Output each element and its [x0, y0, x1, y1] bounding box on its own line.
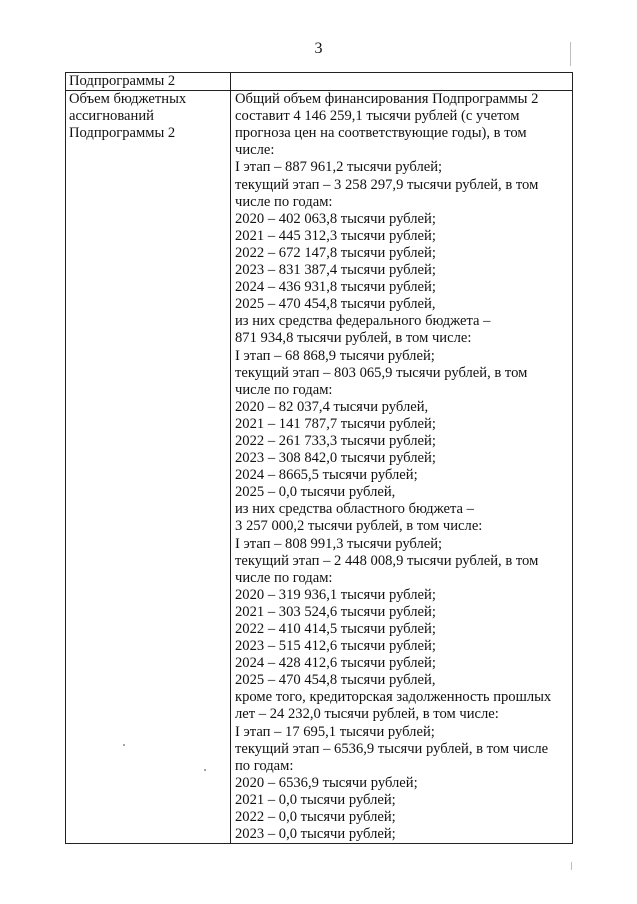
- financing-detail-line: 2025 – 470 454,8 тысячи рублей,: [235, 672, 436, 689]
- financing-detail-line: из них средства федерального бюджета –: [235, 313, 491, 330]
- financing-details-cell: [231, 91, 573, 844]
- financing-detail-line: текущий этап – 6536,9 тысячи рублей, в том числе: [235, 740, 549, 757]
- financing-detail-line: 2023 – 515 412,6 тысячи рублей;: [235, 638, 436, 655]
- financing-detail-line: прогноза цен на соответствующие годы), в том: [235, 125, 527, 142]
- table-header-row: [66, 73, 573, 91]
- financing-detail-line: 2021 – 141 787,7 тысячи рублей;: [235, 415, 436, 432]
- financing-detail-line: 2020 – 6536,9 тысячи рублей;: [235, 774, 418, 791]
- financing-detail-line: 2025 – 0,0 тысячи рублей,: [235, 484, 396, 501]
- financing-detail-line: составит 4 146 259,1 тысячи рублей (с учетом: [235, 108, 520, 125]
- financing-detail-line: текущий этап – 2 448 008,9 тысячи рублей, в том: [235, 552, 539, 569]
- financing-detail-line: текущий этап – 3 258 297,9 тысячи рублей, в том: [235, 176, 539, 193]
- budget-allocation-label-line: Объем бюджетных: [69, 91, 187, 108]
- financing-detail-line: кроме того, кредиторская задолженность прошлых: [235, 689, 552, 706]
- financing-detail-line: из них средства областного бюджета –: [235, 501, 474, 518]
- page-number: 3: [314, 40, 323, 57]
- financing-detail-line: числе:: [235, 142, 275, 159]
- financing-detail-line: 2025 – 470 454,8 тысячи рублей,: [235, 296, 436, 313]
- financing-detail-line: 2021 – 303 524,6 тысячи рублей;: [235, 603, 436, 620]
- financing-detail-line: лет – 24 232,0 тысячи рублей, в том числе:: [235, 706, 499, 723]
- financing-detail-line: 2022 – 0,0 тысячи рублей;: [235, 809, 396, 826]
- financing-detail-line: 2024 – 428 412,6 тысячи рублей;: [235, 655, 436, 672]
- financing-detail-line: по годам:: [235, 757, 294, 774]
- scan-margin-mark: [571, 862, 572, 870]
- financing-detail-line: числе по годам:: [235, 193, 333, 210]
- financing-detail-line: I этап – 17 695,1 тысячи рублей;: [235, 723, 435, 740]
- financing-table: [65, 72, 573, 844]
- financing-detail-line: 2021 – 445 312,3 тысячи рублей;: [235, 227, 436, 244]
- financing-detail-line: 2020 – 82 037,4 тысячи рублей,: [235, 398, 429, 415]
- financing-detail-line: Общий объем финансирования Подпрограммы 2: [235, 91, 539, 108]
- table-header-left: Подпрограммы 2: [66, 73, 231, 91]
- table-row: [66, 91, 573, 844]
- financing-detail-line: 3 257 000,2 тысячи рублей, в том числе:: [235, 518, 483, 535]
- budget-allocation-label-line: ассигнований: [69, 108, 154, 125]
- financing-detail-line: 2024 – 436 931,8 тысячи рублей;: [235, 279, 436, 296]
- financing-detail-line: I этап – 808 991,3 тысячи рублей;: [235, 535, 443, 552]
- financing-detail-line: 871 934,8 тысячи рублей, в том числе:: [235, 330, 472, 347]
- financing-detail-line: 2022 – 261 733,3 тысячи рублей;: [235, 432, 436, 449]
- financing-detail-line: 2024 – 8665,5 тысячи рублей;: [235, 467, 418, 484]
- financing-detail-line: 2021 – 0,0 тысячи рублей;: [235, 791, 396, 808]
- budget-allocation-label-cell: [66, 91, 231, 844]
- financing-detail-line: текущий этап – 803 065,9 тысячи рублей, в том: [235, 364, 528, 381]
- financing-detail-line: 2023 – 0,0 тысячи рублей;: [235, 826, 396, 843]
- table-header-right: [231, 73, 573, 91]
- financing-detail-line: 2023 – 308 842,0 тысячи рублей;: [235, 450, 436, 467]
- financing-detail-line: 2023 – 831 387,4 тысячи рублей;: [235, 262, 436, 279]
- financing-detail-line: числе по годам:: [235, 381, 333, 398]
- financing-detail-line: I этап – 68 868,9 тысячи рублей;: [235, 347, 435, 364]
- financing-detail-line: 2022 – 410 414,5 тысячи рублей;: [235, 621, 436, 637]
- financing-detail-line: 2020 – 402 063,8 тысячи рублей;: [235, 210, 436, 227]
- budget-allocation-label-line: Подпрограммы 2: [69, 125, 176, 142]
- financing-detail-line: числе по годам:: [235, 569, 333, 586]
- financing-detail-line: 2020 – 319 936,1 тысячи рублей;: [235, 586, 436, 603]
- financing-detail-line: 2022 – 672 147,8 тысячи рублей;: [235, 244, 436, 261]
- financing-detail-line: I этап – 887 961,2 тысячи рублей;: [235, 159, 443, 176]
- scan-margin-mark: [570, 42, 571, 66]
